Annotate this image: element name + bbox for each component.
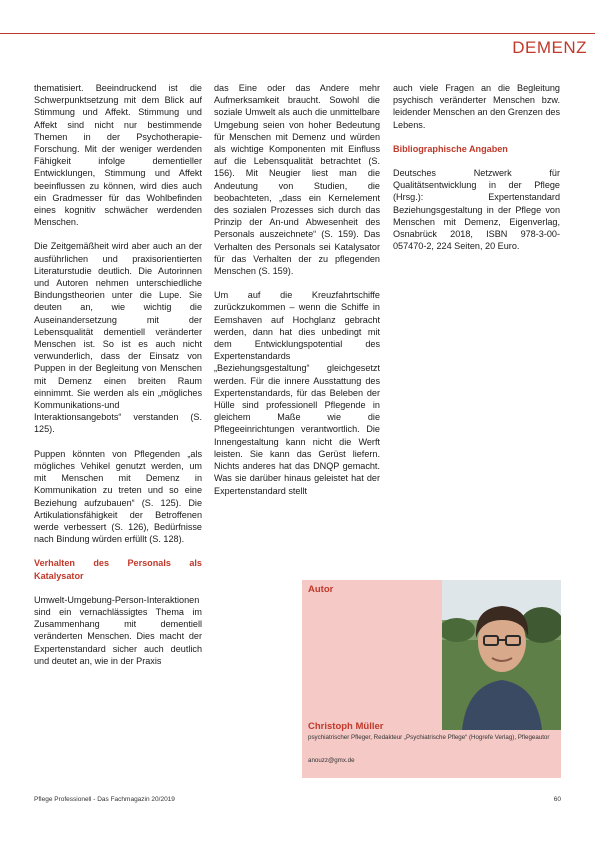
author-name: Christoph Müller	[308, 721, 384, 732]
author-label: Autor	[308, 584, 334, 595]
author-email[interactable]: anouzz@gmx.de	[308, 757, 355, 764]
footer-publication: Pflege Professionell - Das Fachmagazin 20/2019	[34, 796, 175, 803]
text-column-3	[393, 82, 560, 264]
paragraph: auch viele Fragen an die Begleitung psychisch veränderter Menschen bzw. leidender Menschen an den Grenzen des Lebens.	[393, 83, 560, 130]
paragraph: Puppen könnten von Pflegenden „als mögliches Vehikel genutzt werden, um mit Menschen mit Demenz in Kommunikation zu treten und so eine Beziehung aufzubauen“ (S. 125). Die Artikulationsfähigkeit der Betroffenen werde verbessert (S. 126), Bedürfnisse nach Bindung würden erfüllt (S. 128).	[34, 448, 202, 545]
paragraph: Umwelt-Umgebung-Person-Interaktionen sind ein vernachlässigtes Thema im Zusammenhang mit dementiell veränderten Menschen. Dies macht der Expertenstandard sicher auch deutlich und deutet an, wie in der Praxis	[34, 594, 202, 666]
author-box	[302, 580, 561, 778]
header-rule	[0, 33, 595, 34]
paragraph: Die Zeitgemäßheit wird aber auch an der ausführlichen und praxisorientierten Literaturstudie deutlich. Die Autorinnen und Autoren nehmen unterschiedliche Bindungstheorien unter die Lupe. Sie deuten an, wie wichtig die Auseinandersetzung mit der Lebensqualität dementiell veränderter Menschen ist. So ist es auch nicht verwunderlich, dass der Einsatz von Puppen in der Begleitung von Menschen mit Demenz einen breiten Raum einnimmt. Sie werden als ein „mögliches Kommunikations-und Interaktionsangebots“ verstanden (S. 125).	[34, 241, 202, 435]
text-column-2	[214, 82, 380, 509]
paragraph: Deutsches Netzwerk für Qualitätsentwicklung in der Pflege (Hrsg.): Expertenstandard Beziehungsgestaltung in der Pflege von Menschen mit Demenz, Eigenverlag, Osnabrück 2018, ISBN 978-3-00-057470-2, 224 Seiten, 20 Euro.	[393, 168, 560, 252]
subheading: Bibliographische Angaben	[393, 143, 508, 154]
paragraph: Um auf die Kreuzfahrtschiffe zurückzukommen – wenn die Schiffe in Eemshaven auf Hochglanz gebracht werden, dann hat dies unbedingt mit dem Entwicklungspotential des Expertenstandards „Beziehungsgestaltung“ gleichgesetzt werden. Für die innere Ausstattung des Expertenstandards, für das Beleben der Hülle sind professionell Pflegende in gleichem Maße wie die Pflegeeinrichtungen verantwortlich. Die Innengestaltung kann nicht die Werft leisten. Sie kann das Gerüst liefern. Nichts anderes hat das DNQP gemacht. Was sie darüber hinaus geleistet hat der Expertenstandard stellt	[214, 290, 380, 496]
subheading: Verhalten des Personals als Katalysator	[34, 558, 202, 581]
paragraph: thematisiert. Beeindruckend ist die Schwerpunktsetzung mit dem Blick auf Stimmung und Affekt. Stimmung und Affekt sind nicht nur bestimmende Themen in der Psychotherapie-Forschung. Mit der weniger werdenden Fähigkeit infolge dementieller Entwicklungen, Stimmung und Affekt beeinflussen zu können, wird dies auch ein Gradmesser für das Wohlbefinden eines kognitiv schwächer werdenden Menschen.	[34, 83, 202, 228]
page-number: 60	[553, 796, 561, 803]
author-role: psychiatrischer Pfleger, Redakteur „Psychiatrische Pflege“ (Hogrefe Verlag), Pflegeautor	[308, 734, 550, 741]
text-column-1	[34, 82, 202, 679]
paragraph: das Eine oder das Andere mehr Aufmerksamkeit braucht. Sowohl die soziale Umwelt als auch die unmittelbare Umgebung seien von hoher Bedeutung für Menschen mit Demenz und würden als wichtige Komponenten mit Einfluss auf die Lebensqualität betrachtet (S. 156). Mit Neugier liest man die Andeutung von Studien, die beobachteten, „dass ein Kernelement des sozialen Prozesses sich durch das Prinzip der An-und Abwesenheit des Personals auszeichnete“ (S. 159). Das Verhalten des Personals sei Katalysator für das Verhalten der zu pflegenden Menschen (S. 159).	[214, 83, 380, 277]
section-title: DEMENZ	[512, 38, 587, 57]
author-photo	[442, 580, 561, 730]
